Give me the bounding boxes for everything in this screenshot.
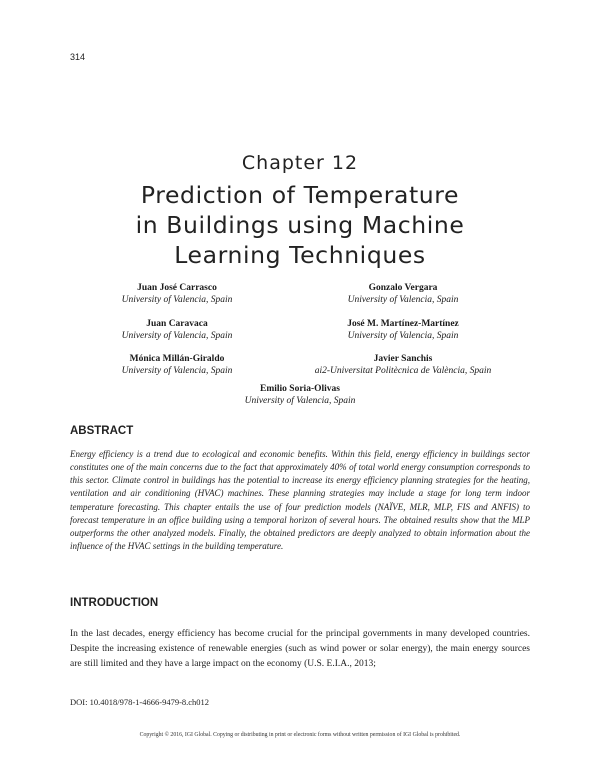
author-block xyxy=(62,353,292,377)
author-affiliation: University of Valencia, Spain xyxy=(244,396,356,406)
doi-line: DOI: 10.4018/978-1-4666-9479-8.ch012 xyxy=(70,697,210,707)
introduction-text: In the last decades, energy efficiency has become crucial for the principal governments in many developed countries. Despite the increasing existence of renewable energies (such as wind power or solar energy), the main energy sources are still limited and they have a large impact on the economy (U.S. E.I.A., 2013; xyxy=(70,629,530,669)
author-name: Javier Sanchis xyxy=(373,354,433,364)
author-name: Emilio Soria-Olivas xyxy=(260,384,340,394)
author-affiliation: University of Valencia, Spain xyxy=(121,295,233,305)
author-block xyxy=(185,383,415,407)
chapter-title xyxy=(60,180,540,270)
author-block xyxy=(62,282,292,306)
page-number: 314 xyxy=(70,52,86,62)
chapter-title-line: Learning Techniques xyxy=(174,241,426,269)
chapter-title-line: Prediction of Temperature xyxy=(140,181,460,209)
author-name: Juan Caravaca xyxy=(146,319,208,329)
author-affiliation: University of Valencia, Spain xyxy=(347,295,459,305)
author-name: Mónica Millán-Giraldo xyxy=(129,354,225,364)
author-affiliation: University of Valencia, Spain xyxy=(121,366,233,376)
author-affiliation: University of Valencia, Spain xyxy=(121,331,233,341)
author-block xyxy=(288,353,518,377)
abstract-text: Energy efficiency is a trend due to ecological and economic benefits. Within this field, energy efficiency in buildings sector constitutes one of the main concerns due to the fact that approximately 40% of total world energy consumption corresponds to this sector. Climate control in buildings has the potential to increase its energy efficiency planning strategies for the heating, ventilation and air conditioning (HVAC) machines. These planning strategies may include a stage for long term indoor temperature forecasting. This chapter entails the use of four prediction models (NAÏVE, MLR, MLP, FIS and ANFIS) to forecast temperature in an office building using a temporal horizon of several hours. The obtained results show that the MLP outperforms the other analyzed models. Finally, the obtained predictors are deeply analyzed to obtain information about the influence of the HVAC settings in the building temperature. xyxy=(70,449,530,552)
author-block xyxy=(288,282,518,306)
author-affiliation: ai2-Universitat Politècnica de València, Spain xyxy=(314,366,492,376)
introduction-heading: INTRODUCTION xyxy=(70,597,159,609)
author-affiliation: University of Valencia, Spain xyxy=(347,331,459,341)
author-name: José M. Martínez-Martínez xyxy=(347,319,459,329)
author-name: Juan José Carrasco xyxy=(137,283,217,293)
author-name: Gonzalo Vergara xyxy=(368,283,438,293)
copyright-notice: Copyright © 2016, IGI Global. Copying or distributing in print or electronic forms without written permission of IGI Global is prohibited. xyxy=(139,732,461,738)
chapter-title-line: in Buildings using Machine xyxy=(135,211,465,239)
chapter-label: Chapter 12 xyxy=(241,152,359,174)
abstract-heading: ABSTRACT xyxy=(70,425,134,437)
author-block xyxy=(62,318,292,342)
author-block xyxy=(288,318,518,342)
